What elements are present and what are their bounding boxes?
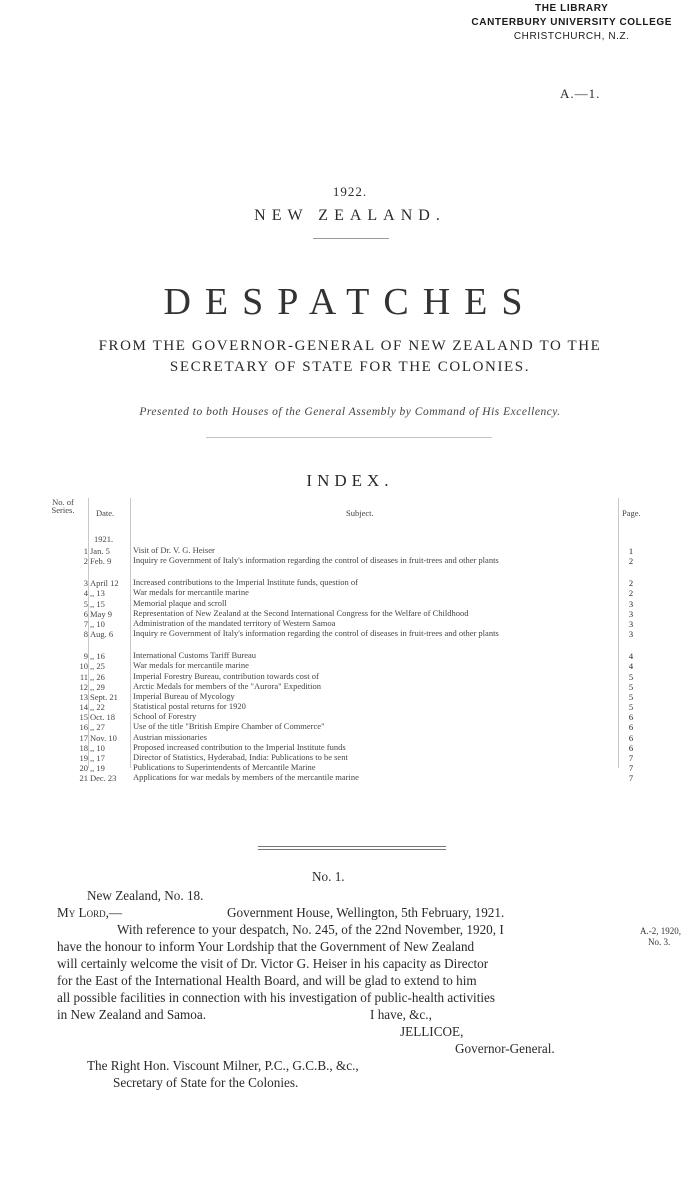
- index-page: 3: [628, 598, 634, 609]
- presented-note: Presented to both Houses of the General Assembly by Command of His Excellency.: [139, 406, 561, 418]
- index-date: ,, 25: [90, 661, 105, 672]
- index-row: [66, 773, 640, 783]
- signature-title: Governor-General.: [455, 1041, 555, 1056]
- index-no: 6: [83, 608, 88, 619]
- signature-line: [57, 1023, 637, 1040]
- index-date: ,, 17: [90, 753, 105, 763]
- signature: JELLICOE,: [400, 1024, 464, 1039]
- index-date: Jan. 5: [90, 546, 110, 556]
- index-row: [66, 556, 640, 575]
- index-table: [51, 497, 641, 784]
- signature-title-line: [57, 1040, 637, 1057]
- index-date: Dec. 23: [90, 773, 117, 784]
- index-date: ,, 16: [90, 651, 105, 662]
- despatch-origin-line: [57, 887, 637, 904]
- margin-ref-1: A.-2, 1920,: [640, 926, 681, 936]
- index-no: 4: [83, 588, 88, 599]
- index-page: 1: [628, 546, 634, 556]
- index-subject: Austrian missionaries: [133, 731, 207, 742]
- index-subject: Memorial plaque and scroll: [133, 597, 227, 608]
- index-subject: War medals for mercantile marine: [133, 587, 249, 598]
- index-row: [66, 661, 640, 671]
- index-page: 6: [628, 712, 634, 723]
- index-no: 14: [79, 702, 88, 713]
- index-page: 2: [628, 578, 634, 589]
- index-subject: Director of Statistics, Hyderabad, India: Publications to be sent: [133, 752, 348, 762]
- index-page: 2: [628, 556, 634, 567]
- index-date: Sept. 21: [90, 691, 118, 702]
- index-page: 3: [628, 618, 634, 629]
- index-page: 7: [628, 773, 634, 784]
- library-stamp: [471, 2, 672, 44]
- header-page: Page.: [622, 508, 641, 518]
- index-no: 8: [83, 629, 88, 640]
- closing-line: [57, 1006, 637, 1023]
- index-no: 18: [79, 742, 88, 753]
- letter-body-line: [57, 938, 637, 955]
- letter-body-line: [57, 955, 637, 972]
- index-date: ,, 10: [90, 618, 105, 629]
- despatch-letter: [57, 868, 637, 1091]
- addressee-title: Secretary of State for the Colonies.: [113, 1075, 299, 1090]
- margin-ref-2: No. 3.: [648, 937, 671, 947]
- index-subject: Increased contributions to the Imperial Institute funds, question of: [133, 577, 358, 588]
- index-no: 3: [83, 578, 88, 589]
- index-subject: International Customs Tariff Bureau: [133, 650, 257, 661]
- letter-body-line: [57, 921, 637, 938]
- document-subtitle: [0, 336, 700, 378]
- index-no: 9: [83, 651, 88, 662]
- index-page: 6: [628, 722, 634, 733]
- letter-body-text: for the East of the International Health Board, and will be glad to extend to him: [57, 973, 477, 988]
- index-date: Oct. 18: [90, 712, 116, 723]
- index-page: 7: [628, 753, 634, 763]
- index-date: Aug. 6: [90, 629, 114, 640]
- index-date: ,, 26: [90, 671, 105, 682]
- index-heading: INDEX.: [306, 471, 394, 490]
- margin-reference: [640, 926, 681, 948]
- index-subject: Imperial Bureau of Mycology: [133, 690, 235, 701]
- stamp-line-1: THE LIBRARY: [534, 3, 609, 14]
- index-date: ,, 15: [90, 598, 105, 609]
- index-page: 3: [628, 608, 634, 619]
- index-no: 20: [79, 763, 88, 774]
- subtitle-line-1: FROM THE GOVERNOR-GENERAL OF NEW ZEALAND TO THE: [98, 338, 602, 354]
- index-date: ,, 19: [90, 763, 105, 774]
- index-year: 1921.: [94, 534, 114, 544]
- salutation: My Lord,—: [57, 905, 123, 920]
- index-no: 12: [79, 681, 88, 692]
- despatch-number-text: No. 1.: [312, 869, 345, 884]
- index-page: 6: [628, 742, 634, 753]
- header-subject: Subject.: [346, 508, 374, 518]
- index-page: 4: [628, 651, 634, 662]
- despatch-number: [57, 868, 637, 885]
- addressee: The Right Hon. Viscount Milner, P.C., G.C.B., &c.,: [87, 1058, 359, 1073]
- index-page: 7: [628, 763, 634, 774]
- index-subject: Arctic Medals for members of the "Aurora" Expedition: [133, 680, 321, 691]
- index-subject: War medals for mercantile marine: [133, 660, 249, 671]
- index-subject: Inquiry re Government of Italy's information regarding the control of diseases in fruit-trees and other plants: [133, 628, 499, 639]
- index-header-row: [51, 497, 641, 534]
- place-date: Government House, Wellington, 5th February, 1921.: [227, 905, 505, 920]
- year: 1922.: [332, 184, 368, 199]
- index-no: 5: [83, 598, 88, 609]
- index-no: 21: [79, 773, 88, 784]
- index-page: 5: [628, 681, 634, 692]
- salutation-line: [57, 904, 637, 921]
- index-no: 13: [79, 691, 88, 702]
- paper-reference: A.—1.: [560, 86, 601, 101]
- index-date: Feb. 9: [90, 556, 112, 567]
- index-no: 1: [83, 546, 88, 556]
- index-no: 17: [79, 732, 88, 743]
- addressee-line: [57, 1057, 637, 1074]
- index-date: ,, 29: [90, 681, 105, 692]
- index-subject: Statistical postal returns for 1920: [133, 701, 246, 712]
- index-date: Nov. 10: [90, 732, 117, 743]
- stamp-line-3: CHRISTCHURCH, N.Z.: [513, 31, 630, 42]
- index-subject: Imperial Forestry Bureau, contribution towards cost of: [133, 670, 319, 681]
- index-date: ,, 27: [90, 722, 105, 733]
- subtitle-line-2: SECRETARY OF STATE FOR THE COLONIES.: [169, 359, 531, 375]
- divider: [313, 238, 389, 239]
- index-subject: Administration of the mandated territory of Western Samoa: [133, 617, 336, 628]
- addressee-title-line: [57, 1074, 637, 1091]
- index-no: 7: [83, 618, 88, 629]
- letter-body-text: will certainly welcome the visit of Dr. Victor G. Heiser in his capacity as Director: [57, 956, 489, 971]
- index-no: 11: [79, 671, 88, 682]
- letter-body-text: have the honour to inform Your Lordship that the Government of New Zealand: [57, 939, 475, 954]
- country-heading: NEW ZEALAND.: [254, 207, 446, 224]
- index-no: 2: [83, 556, 88, 567]
- index-subject: Proposed increased contribution to the Imperial Institute funds: [133, 741, 346, 752]
- despatch-origin: New Zealand, No. 18.: [87, 888, 204, 903]
- index-subject: Representation of New Zealand at the Second International Congress for the Welfare of Childhood: [133, 607, 469, 618]
- index-page: 2: [628, 588, 634, 599]
- index-subject: Visit of Dr. V. G. Heiser: [133, 545, 215, 555]
- letter-body-text: With reference to your despatch, No. 245, of the 22nd November, 1920, I: [117, 922, 504, 937]
- header-date: Date.: [96, 508, 115, 518]
- index-page: 5: [628, 691, 634, 702]
- index-subject: Publications to Superintendents of Mercantile Marine: [133, 762, 316, 773]
- index-subject: Applications for war medals by members of the mercantile marine: [133, 772, 359, 783]
- index-date: April 12: [90, 578, 119, 589]
- index-date: May 9: [90, 608, 112, 619]
- letter-body-line: [57, 989, 637, 1006]
- index-page: 5: [628, 702, 634, 713]
- index-date: ,, 10: [90, 742, 105, 753]
- index-page: 5: [628, 671, 634, 682]
- index-date: ,, 13: [90, 588, 105, 599]
- divider: [206, 437, 492, 438]
- letter-body-text: in New Zealand and Samoa.: [57, 1007, 207, 1022]
- header-no: No. of Series.: [51, 497, 75, 515]
- document-title: DESPATCHES: [163, 281, 537, 323]
- index-subject: Use of the title "British Empire Chamber of Commerce": [133, 721, 325, 732]
- letter-body-line: [57, 972, 637, 989]
- index-page: 4: [628, 661, 634, 672]
- index-no: 16: [79, 722, 88, 733]
- index-subject: School of Forestry: [133, 711, 197, 722]
- index-no: 10: [79, 661, 88, 672]
- index-no: 15: [79, 712, 88, 723]
- stamp-line-2: CANTERBURY UNIVERSITY COLLEGE: [471, 17, 672, 28]
- closing: I have, &c.,: [370, 1007, 432, 1022]
- index-page: 3: [628, 629, 634, 640]
- index-no: 19: [79, 753, 88, 763]
- section-separator: [258, 846, 446, 850]
- index-row: [66, 629, 640, 648]
- index-rows: [66, 546, 640, 784]
- letter-body-text: all possible facilities in connection with his investigation of public-health activities: [57, 990, 496, 1005]
- index-subject: Inquiry re Government of Italy's information regarding the control of diseases in fruit-trees and other plants: [133, 555, 499, 566]
- index-page: 6: [628, 732, 634, 743]
- index-date: ,, 22: [90, 702, 105, 713]
